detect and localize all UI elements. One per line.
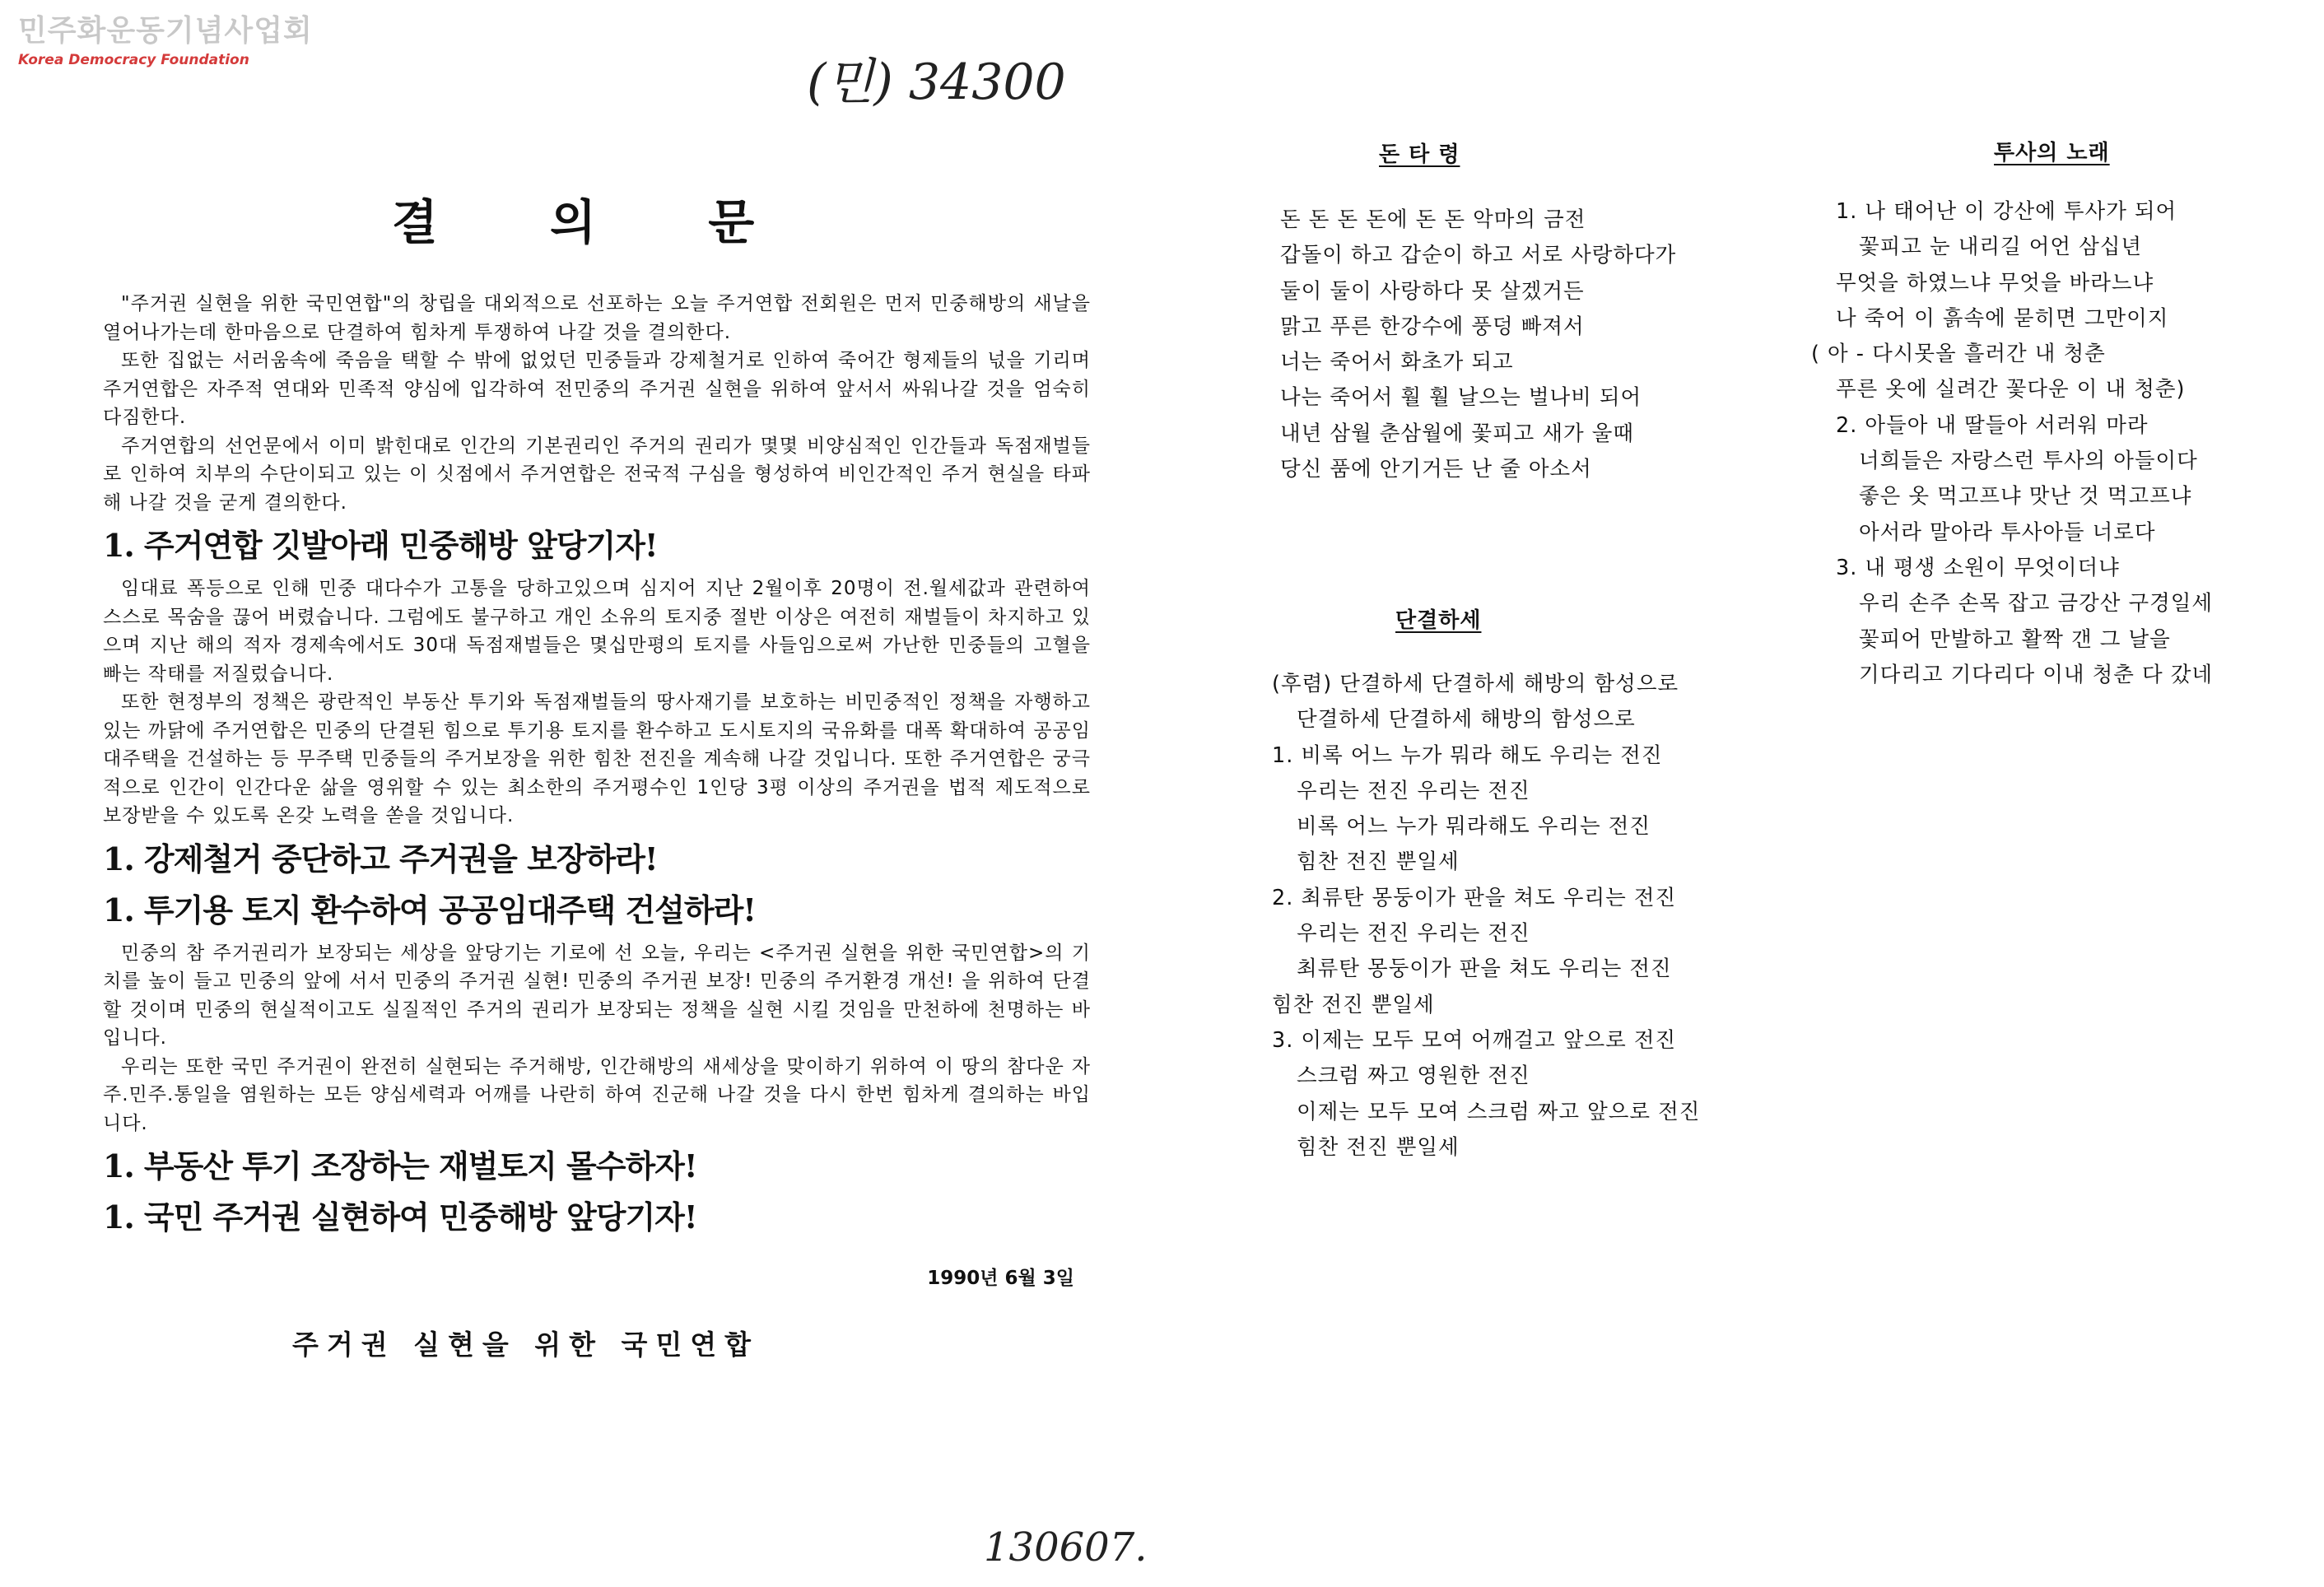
- lyric-line: 비록 어느 누가 뭐라해도 우리는 전진: [1297, 814, 1651, 840]
- song-title-don-taryeong: 돈 타 령: [1379, 142, 1460, 167]
- lyric-line: 3. 내 평생 소원이 무엇이더냐: [1836, 555, 2120, 580]
- song-title-tusa-ui-norae: 투사의 노래: [1994, 141, 2110, 165]
- watermark-korean: 민주화운동기념사업회: [18, 14, 313, 48]
- lyric-line: 내년 삼월 춘삼월에 꽃피고 새가 울때: [1280, 421, 1635, 446]
- lyric-line: 1. 나 태어난 이 강산에 투사가 되어: [1836, 199, 2177, 224]
- lyric-line: 최류탄 몽둥이가 판을 쳐도 우리는 전진: [1297, 956, 1672, 982]
- lyric-line: 스크럼 짜고 영원한 전진: [1297, 1063, 1530, 1089]
- lyric-line: 3. 이제는 모두 모여 어깨걸고 앞으로 전진: [1272, 1027, 1677, 1053]
- paragraph: 우리는 또한 국민 주거권이 완전히 실현되는 주거해방, 인간해방의 새세상을 맞이하기 위하여 이 땅의 참다운 자주.민주.통일을 염원하는 모든 양심세력과 어깨를 나란히 하여 진군해 나갈 것을 다시 한번 힘차게 결의하는 바입니다.: [103, 1055, 1091, 1134]
- lyric-line: 너희들은 자랑스런 투사의 아들이다: [1859, 449, 2198, 474]
- slogan: 1. 투기용 토지 환수하여 공공임대주택 건설하라!: [103, 891, 756, 928]
- lyric-line: 우리 손주 손목 잡고 금강산 구경일세: [1859, 591, 2214, 617]
- lyric-line: 힘찬 전진 뿐일세: [1272, 992, 1435, 1017]
- lyric-line: 나는 죽어서 훨 훨 날으는 벌나비 되어: [1280, 385, 1642, 411]
- song-title-dangyeolhase: 단결하세: [1395, 608, 1482, 633]
- lyric-line: 이제는 모두 모여 스크럼 짜고 앞으로 전진: [1297, 1099, 1701, 1124]
- lyric-line: 기다리고 기다리다 이내 청춘 다 갔네: [1859, 662, 2214, 687]
- song-lyrics-don-taryeong: [1280, 202, 1676, 487]
- lyric-line: 좋은 옷 먹고프냐 맛난 것 먹고프냐: [1859, 484, 2192, 510]
- lyric-line: 나 죽어 이 흙속에 묻히면 그만이지: [1836, 305, 2169, 331]
- lyric-line: 우리는 전진 우리는 전진: [1297, 921, 1530, 947]
- lyric-line: (후렴) 단결하세 단결하세 해방의 함성으로: [1272, 672, 1679, 696]
- lyric-line: 당신 품에 안기거든 난 줄 아소서: [1280, 457, 1592, 482]
- lyric-line: 너는 죽어서 화초가 되고: [1280, 350, 1514, 375]
- lyric-line: 돈 돈 돈 돈에 돈 돈 악마의 금전: [1280, 207, 1586, 232]
- slogan: 1. 주거연합 깃발아래 민중해방 앞당기자!: [103, 527, 658, 564]
- paragraph: 주거연합의 선언문에서 이미 밝힌대로 인간의 기본권리인 주거의 권리가 몇몇 비양심적인 인간들과 독점재벌들로 인하여 치부의 수단이되고 있는 이 싯점에서 주거연합은 전국적 구심을 형성하여 비인간적인 주거 현실을 타파해 나갈 것을 굳게 결의한다.: [103, 435, 1091, 514]
- paragraph: 임대료 폭등으로 인해 민중 대다수가 고통을 당하고있으며 심지어 지난 2월이후 20명이 전.월세값과 관련하여 스스로 목숨을 끊어 버렸습니다. 그럼에도 불구하고 개인 소유의 토지중 절반 이상은 여전히 재벌들이 차지하고 있으며 지난 해의 적자 경제속에서도 30대 독점재벌들은 몇십만평의 토지를 사들임으로써 가난한 민중들의 고혈을 빠는 작태를 저질렀습니다.: [103, 578, 1091, 685]
- paragraph: "주거권 실현을 위한 국민연합"의 창립을 대외적으로 선포하는 오늘 주거연합 전회원은 먼저 민중해방의 새날을 열어나가는데 한마음으로 단결하여 힘차게 투쟁하여 나갈 것을 결의한다.: [103, 293, 1091, 343]
- lyric-line: 1. 비록 어느 누가 뭐라 해도 우리는 전진: [1272, 742, 1663, 768]
- resolution-document: [103, 189, 1091, 1363]
- slogan: 1. 강제철거 중단하고 주거권을 보장하라!: [103, 840, 658, 877]
- lyric-line: 둘이 둘이 사랑하다 못 살겠거든: [1280, 278, 1585, 304]
- lyric-line: 꽃피어 만발하고 활짝 갠 그 날을: [1859, 626, 2171, 652]
- archive-number-top: (민) 34300: [807, 54, 1066, 111]
- slogan: 1. 국민 주거권 실현하여 민중해방 앞당기자!: [103, 1198, 697, 1236]
- paragraph: 또한 현정부의 정책은 광란적인 부동산 투기와 독점재벌들의 땅사재기를 보호하는 비민중적인 정책을 자행하고 있는 까닭에 주거연합은 민중의 단결된 힘으로 투기용 토지를 환수하고 도시토지의 국유화를 대폭 확대하여 공공임대주택을 건설하는 등 무주택 민중들의 주거보장을 위한 힘찬 전진을 계속해 나갈 것입니다. 또한 주거연합은 궁극적으로 인간이 인간다운 삶을 영위할 수 있는 최소한의 주거평수인 1인당 3평 이상의 주거권을 법적 제도적으로 보장받을 수 있도록 온갖 노력을 쏟을 것입니다.: [103, 691, 1091, 826]
- watermark-english: Korea Democracy Foundation: [18, 52, 249, 68]
- lyric-line: ( 아 - 다시못올 흘러간 내 청춘: [1811, 342, 2106, 367]
- paragraph: 또한 집없는 서러움속에 죽음을 택할 수 밖에 없었던 민중들과 강제철거로 인하여 죽어간 형제들의 넋을 기리며 주거연합은 자주적 연대와 민족적 양심에 입각하여 전민중의 주거권 실현을 위하여 앞서서 싸워나갈 것을 엄숙히 다짐한다.: [103, 350, 1091, 428]
- lyric-line: 아서라 말아라 투사아들 너로다: [1859, 519, 2156, 545]
- lyric-line: 갑돌이 하고 갑순이 하고 서로 사랑하다가: [1280, 243, 1677, 268]
- document-title: 결 의 문: [391, 194, 803, 250]
- organization-name: 주거권 실현을 위한 국민연합: [292, 1329, 760, 1361]
- paragraph: 민중의 참 주거권리가 보장되는 세상을 앞당기는 기로에 선 오늘, 우리는 <주거권 실현을 위한 국민연합>의 기치를 높이 들고 민중의 앞에 서서 민중의 주거권 실현! 민중의 주거권 보장! 민중의 주거환경 개선! 을 위하여 단결할 것이며 민중의 현실적이고도 실질적인 주거의 권리가 보장되는 정책을 실현 시킬 것임을 만천하에 천명하는 바입니다.: [103, 942, 1091, 1049]
- document-date: 1990년 6월 3일: [927, 1268, 1074, 1289]
- slogan: 1. 부동산 투기 조장하는 재벌토지 몰수하자!: [103, 1147, 697, 1184]
- archive-number-bottom: 130607.: [984, 1524, 1148, 1571]
- song-lyrics-dangyeolhase: [1272, 667, 1700, 1166]
- lyric-line: 힘찬 전진 뿐일세: [1297, 1134, 1460, 1160]
- lyric-line: 단결하세 단결하세 해방의 함성으로: [1297, 707, 1636, 733]
- lyric-line: 힘찬 전진 뿐일세: [1297, 849, 1460, 875]
- lyric-line: 2. 아들아 내 딸들아 서러워 마라: [1836, 412, 2149, 438]
- watermark: [18, 13, 313, 69]
- lyric-line: 맑고 푸른 한강수에 풍덩 빠져서: [1280, 314, 1585, 339]
- lyric-line: 우리는 전진 우리는 전진: [1297, 778, 1530, 803]
- lyric-line: 꽃피고 눈 내리길 어언 삼십년: [1859, 235, 2143, 260]
- lyric-line: 푸른 옷에 실려간 꽃다운 이 내 청춘): [1836, 377, 2186, 403]
- lyric-line: 2. 최류탄 몽둥이가 판을 쳐도 우리는 전진: [1272, 885, 1677, 910]
- lyric-line: 무엇을 하였느냐 무엇을 바라느냐: [1836, 270, 2154, 296]
- song-lyrics-tusa-ui-norae: [1811, 194, 2213, 693]
